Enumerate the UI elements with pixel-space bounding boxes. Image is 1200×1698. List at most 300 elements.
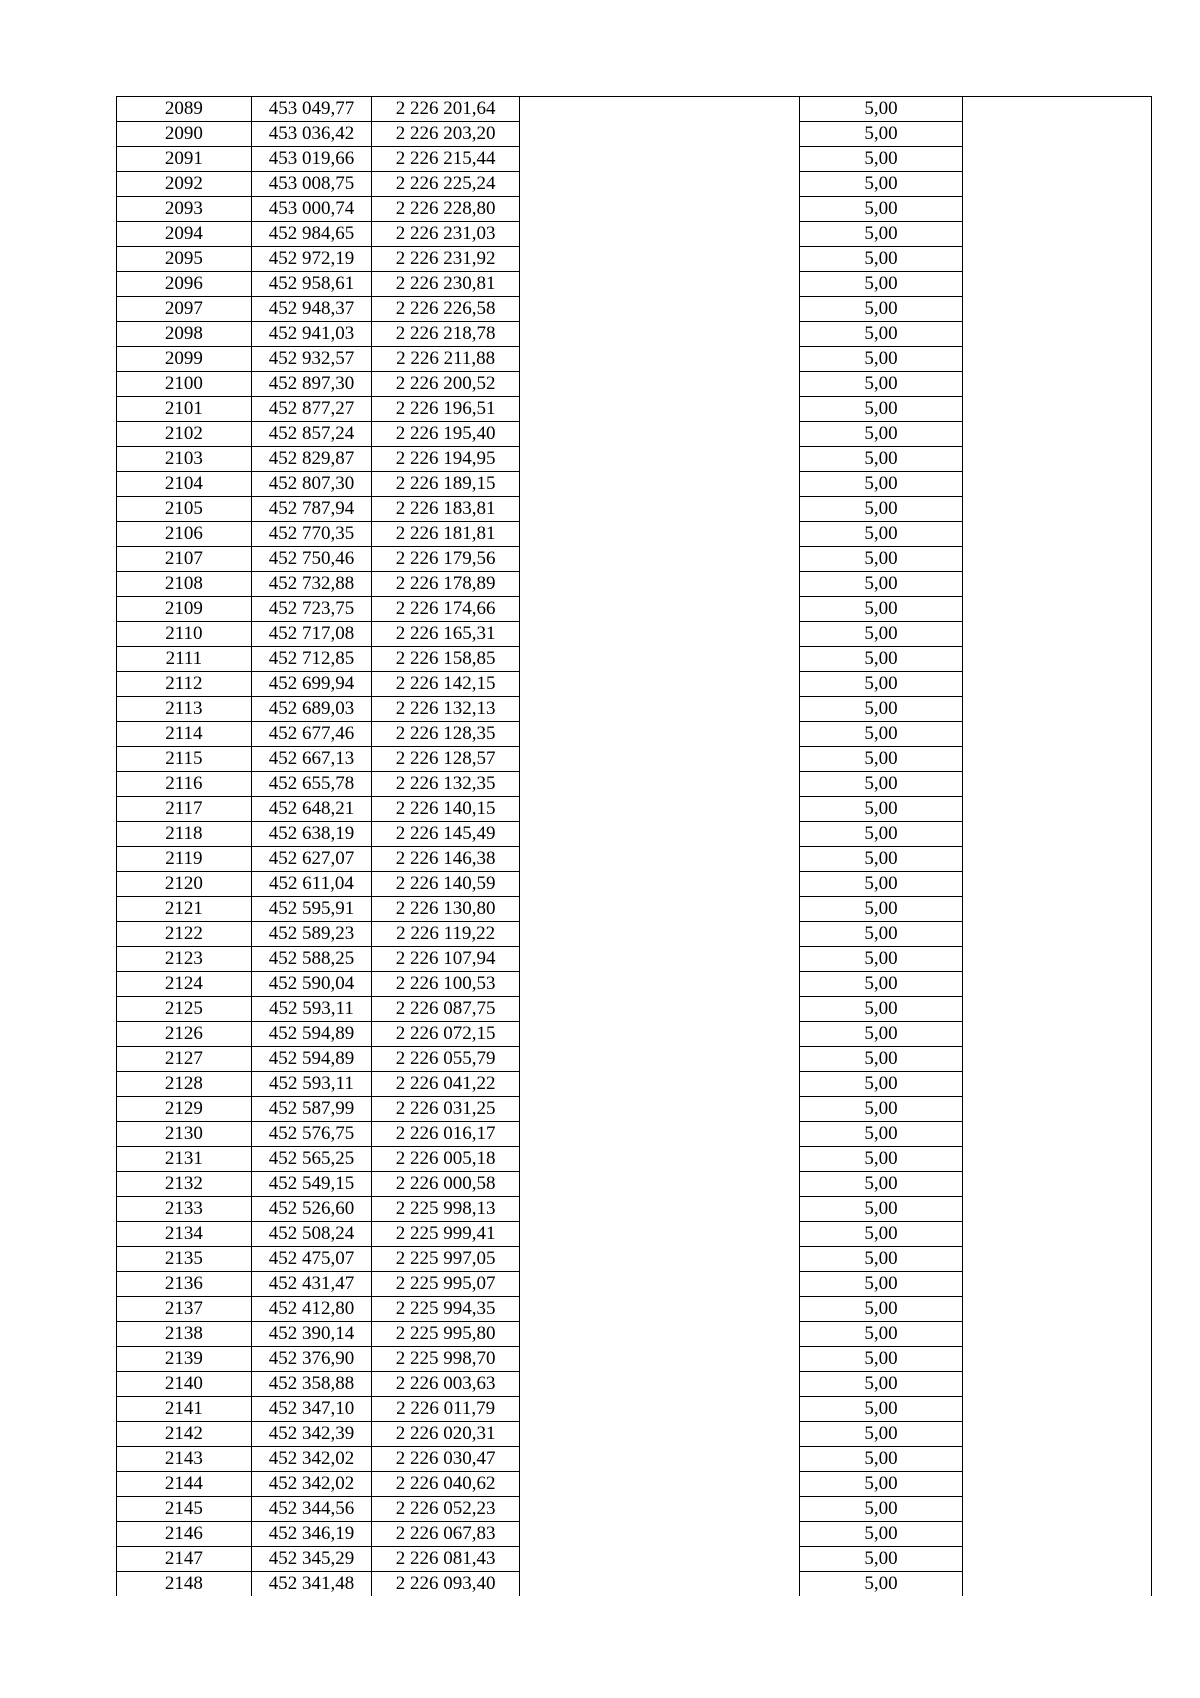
empty-cell [520,822,800,847]
empty-cell [520,422,800,447]
empty-cell [520,472,800,497]
value-cell: 5,00 [799,922,962,947]
empty-cell [520,222,800,247]
empty-cell [963,247,1152,272]
x-coordinate-cell: 452 932,57 [251,347,371,372]
y-coordinate-cell: 2 226 215,44 [372,147,520,172]
value-cell: 5,00 [799,1247,962,1272]
empty-cell [520,1572,800,1597]
empty-cell [520,522,800,547]
point-number-cell: 2136 [117,1272,252,1297]
empty-cell [963,972,1152,997]
point-number-cell: 2148 [117,1572,252,1597]
y-coordinate-cell: 2 226 072,15 [372,1022,520,1047]
y-coordinate-cell: 2 226 055,79 [372,1047,520,1072]
table-row [117,1422,1152,1447]
empty-cell [963,497,1152,522]
empty-cell [520,1472,800,1497]
table-row [117,1022,1152,1047]
value-cell: 5,00 [799,422,962,447]
empty-cell [963,1472,1152,1497]
x-coordinate-cell: 452 984,65 [251,222,371,247]
empty-cell [963,547,1152,572]
y-coordinate-cell: 2 226 130,80 [372,897,520,922]
value-cell: 5,00 [799,672,962,697]
empty-cell [963,297,1152,322]
x-coordinate-cell: 453 000,74 [251,197,371,222]
empty-cell [520,1172,800,1197]
table-row [117,1297,1152,1322]
empty-cell [963,997,1152,1022]
x-coordinate-cell: 452 508,24 [251,1222,371,1247]
empty-cell [963,922,1152,947]
value-cell: 5,00 [799,697,962,722]
x-coordinate-cell: 452 897,30 [251,372,371,397]
x-coordinate-cell: 452 677,46 [251,722,371,747]
x-coordinate-cell: 452 972,19 [251,247,371,272]
empty-cell [520,622,800,647]
empty-cell [520,897,800,922]
y-coordinate-cell: 2 225 998,13 [372,1197,520,1222]
empty-cell [520,1097,800,1122]
table-row [117,472,1152,497]
empty-cell [520,1447,800,1472]
empty-cell [963,1372,1152,1397]
x-coordinate-cell: 452 948,37 [251,297,371,322]
x-coordinate-cell: 452 431,47 [251,1272,371,1297]
y-coordinate-cell: 2 226 179,56 [372,547,520,572]
y-coordinate-cell: 2 226 067,83 [372,1522,520,1547]
empty-cell [520,247,800,272]
empty-cell [520,1272,800,1297]
point-number-cell: 2138 [117,1322,252,1347]
table-row [117,447,1152,472]
empty-cell [520,172,800,197]
empty-cell [520,272,800,297]
empty-cell [520,972,800,997]
table-row [117,172,1152,197]
empty-cell [963,222,1152,247]
empty-cell [520,197,800,222]
y-coordinate-cell: 2 226 052,23 [372,1497,520,1522]
table-row [117,147,1152,172]
x-coordinate-cell: 452 593,11 [251,1072,371,1097]
x-coordinate-cell: 452 807,30 [251,472,371,497]
table-row [117,1222,1152,1247]
table-row [117,1397,1152,1422]
table-row [117,747,1152,772]
y-coordinate-cell: 2 226 011,79 [372,1397,520,1422]
table-row [117,297,1152,322]
empty-cell [963,622,1152,647]
y-coordinate-cell: 2 226 140,59 [372,872,520,897]
empty-cell [520,1497,800,1522]
point-number-cell: 2131 [117,1147,252,1172]
empty-cell [520,1022,800,1047]
empty-cell [963,872,1152,897]
x-coordinate-cell: 453 019,66 [251,147,371,172]
empty-cell [520,122,800,147]
empty-cell [963,147,1152,172]
y-coordinate-cell: 2 226 031,25 [372,1097,520,1122]
table-row [117,522,1152,547]
empty-cell [520,547,800,572]
point-number-cell: 2144 [117,1472,252,1497]
table-row [117,1097,1152,1122]
empty-cell [520,397,800,422]
value-cell: 5,00 [799,1547,962,1572]
empty-cell [963,97,1152,122]
empty-cell [963,1297,1152,1322]
y-coordinate-cell: 2 226 183,81 [372,497,520,522]
y-coordinate-cell: 2 226 201,64 [372,97,520,122]
table-row [117,322,1152,347]
point-number-cell: 2095 [117,247,252,272]
empty-cell [520,1047,800,1072]
x-coordinate-cell: 452 341,48 [251,1572,371,1597]
y-coordinate-cell: 2 226 081,43 [372,1547,520,1572]
point-number-cell: 2122 [117,922,252,947]
value-cell: 5,00 [799,1572,962,1597]
value-cell: 5,00 [799,1022,962,1047]
y-coordinate-cell: 2 226 196,51 [372,397,520,422]
point-number-cell: 2102 [117,422,252,447]
point-number-cell: 2107 [117,547,252,572]
y-coordinate-cell: 2 226 140,15 [372,797,520,822]
table-row [117,1272,1152,1297]
y-coordinate-cell: 2 226 005,18 [372,1147,520,1172]
point-number-cell: 2093 [117,197,252,222]
y-coordinate-cell: 2 226 203,20 [372,122,520,147]
table-row [117,1147,1152,1172]
y-coordinate-cell: 2 226 128,35 [372,722,520,747]
empty-cell [520,147,800,172]
x-coordinate-cell: 452 787,94 [251,497,371,522]
table-row [117,972,1152,997]
empty-cell [963,1522,1152,1547]
point-number-cell: 2097 [117,297,252,322]
y-coordinate-cell: 2 226 226,58 [372,297,520,322]
x-coordinate-cell: 452 590,04 [251,972,371,997]
value-cell: 5,00 [799,647,962,672]
empty-cell [963,1572,1152,1597]
empty-cell [963,472,1152,497]
table-row [117,672,1152,697]
y-coordinate-cell: 2 226 041,22 [372,1072,520,1097]
x-coordinate-cell: 452 390,14 [251,1322,371,1347]
value-cell: 5,00 [799,872,962,897]
empty-cell [520,1522,800,1547]
point-number-cell: 2106 [117,522,252,547]
x-coordinate-cell: 452 958,61 [251,272,371,297]
y-coordinate-cell: 2 225 995,80 [372,1322,520,1347]
x-coordinate-cell: 452 576,75 [251,1122,371,1147]
point-number-cell: 2094 [117,222,252,247]
empty-cell [963,1197,1152,1222]
x-coordinate-cell: 452 342,02 [251,1472,371,1497]
empty-cell [963,1322,1152,1347]
empty-cell [963,122,1152,147]
table-row [117,372,1152,397]
point-number-cell: 2111 [117,647,252,672]
x-coordinate-cell: 452 611,04 [251,872,371,897]
table-row [117,1472,1152,1497]
value-cell: 5,00 [799,947,962,972]
empty-cell [520,1422,800,1447]
y-coordinate-cell: 2 226 016,17 [372,1122,520,1147]
value-cell: 5,00 [799,1297,962,1322]
value-cell: 5,00 [799,1397,962,1422]
value-cell: 5,00 [799,547,962,572]
point-number-cell: 2090 [117,122,252,147]
table-row [117,1172,1152,1197]
table-row [117,547,1152,572]
point-number-cell: 2112 [117,672,252,697]
empty-cell [963,172,1152,197]
table-row [117,1247,1152,1272]
x-coordinate-cell: 452 627,07 [251,847,371,872]
empty-cell [963,597,1152,622]
empty-cell [520,1247,800,1272]
x-coordinate-cell: 452 342,02 [251,1447,371,1472]
empty-cell [520,372,800,397]
table-row [117,97,1152,122]
point-number-cell: 2101 [117,397,252,422]
empty-cell [963,847,1152,872]
table-row [117,947,1152,972]
empty-cell [963,1547,1152,1572]
y-coordinate-cell: 2 226 132,35 [372,772,520,797]
y-coordinate-cell: 2 226 200,52 [372,372,520,397]
table-row [117,572,1152,597]
empty-cell [520,872,800,897]
y-coordinate-cell: 2 226 107,94 [372,947,520,972]
table-row [117,397,1152,422]
value-cell: 5,00 [799,797,962,822]
table-row [117,647,1152,672]
y-coordinate-cell: 2 226 211,88 [372,347,520,372]
point-number-cell: 2098 [117,322,252,347]
point-number-cell: 2113 [117,697,252,722]
empty-cell [963,1147,1152,1172]
point-number-cell: 2125 [117,997,252,1022]
empty-cell [520,597,800,622]
y-coordinate-cell: 2 226 181,81 [372,522,520,547]
y-coordinate-cell: 2 226 231,03 [372,222,520,247]
y-coordinate-cell: 2 226 030,47 [372,1447,520,1472]
value-cell: 5,00 [799,1372,962,1397]
point-number-cell: 2096 [117,272,252,297]
empty-cell [963,522,1152,547]
empty-cell [963,1072,1152,1097]
empty-cell [963,1022,1152,1047]
x-coordinate-cell: 452 376,90 [251,1347,371,1372]
empty-cell [520,722,800,747]
x-coordinate-cell: 452 857,24 [251,422,371,447]
table-row [117,122,1152,147]
table-row [117,822,1152,847]
table-row [117,772,1152,797]
value-cell: 5,00 [799,122,962,147]
y-coordinate-cell: 2 226 000,58 [372,1172,520,1197]
table-row [117,622,1152,647]
empty-cell [963,1447,1152,1472]
x-coordinate-cell: 453 036,42 [251,122,371,147]
value-cell: 5,00 [799,172,962,197]
x-coordinate-cell: 452 941,03 [251,322,371,347]
empty-cell [963,772,1152,797]
point-number-cell: 2135 [117,1247,252,1272]
x-coordinate-cell: 452 732,88 [251,572,371,597]
empty-cell [520,922,800,947]
x-coordinate-cell: 452 412,80 [251,1297,371,1322]
point-number-cell: 2141 [117,1397,252,1422]
table-row [117,1547,1152,1572]
y-coordinate-cell: 2 226 195,40 [372,422,520,447]
empty-cell [963,1097,1152,1122]
empty-cell [520,347,800,372]
y-coordinate-cell: 2 226 158,85 [372,647,520,672]
x-coordinate-cell: 452 595,91 [251,897,371,922]
x-coordinate-cell: 453 008,75 [251,172,371,197]
table-row [117,1072,1152,1097]
value-cell: 5,00 [799,447,962,472]
table-row [117,697,1152,722]
value-cell: 5,00 [799,197,962,222]
table-row [117,997,1152,1022]
empty-cell [520,1547,800,1572]
point-number-cell: 2133 [117,1197,252,1222]
value-cell: 5,00 [799,1522,962,1547]
point-number-cell: 2115 [117,747,252,772]
coordinates-table-body [117,97,1152,1597]
point-number-cell: 2137 [117,1297,252,1322]
value-cell: 5,00 [799,1097,962,1122]
empty-cell [520,497,800,522]
table-row [117,1322,1152,1347]
empty-cell [520,647,800,672]
y-coordinate-cell: 2 226 093,40 [372,1572,520,1597]
x-coordinate-cell: 452 344,56 [251,1497,371,1522]
table-row [117,722,1152,747]
point-number-cell: 2089 [117,97,252,122]
value-cell: 5,00 [799,1472,962,1497]
value-cell: 5,00 [799,772,962,797]
empty-cell [963,1497,1152,1522]
y-coordinate-cell: 2 226 165,31 [372,622,520,647]
empty-cell [520,447,800,472]
value-cell: 5,00 [799,1422,962,1447]
value-cell: 5,00 [799,397,962,422]
y-coordinate-cell: 2 226 228,80 [372,197,520,222]
empty-cell [520,1397,800,1422]
y-coordinate-cell: 2 225 995,07 [372,1272,520,1297]
y-coordinate-cell: 2 226 218,78 [372,322,520,347]
y-coordinate-cell: 2 225 994,35 [372,1297,520,1322]
y-coordinate-cell: 2 225 998,70 [372,1347,520,1372]
empty-cell [963,1347,1152,1372]
empty-cell [963,1122,1152,1147]
x-coordinate-cell: 452 712,85 [251,647,371,672]
point-number-cell: 2129 [117,1097,252,1122]
x-coordinate-cell: 452 717,08 [251,622,371,647]
empty-cell [963,1172,1152,1197]
point-number-cell: 2099 [117,347,252,372]
point-number-cell: 2126 [117,1022,252,1047]
table-row [117,597,1152,622]
table-row [117,1347,1152,1372]
x-coordinate-cell: 452 770,35 [251,522,371,547]
empty-cell [963,397,1152,422]
empty-cell [963,447,1152,472]
empty-cell [520,1072,800,1097]
empty-cell [963,722,1152,747]
empty-cell [963,697,1152,722]
empty-cell [963,272,1152,297]
x-coordinate-cell: 452 750,46 [251,547,371,572]
empty-cell [963,747,1152,772]
value-cell: 5,00 [799,972,962,997]
x-coordinate-cell: 452 589,23 [251,922,371,947]
point-number-cell: 2116 [117,772,252,797]
x-coordinate-cell: 452 594,89 [251,1022,371,1047]
y-coordinate-cell: 2 226 142,15 [372,672,520,697]
y-coordinate-cell: 2 226 132,13 [372,697,520,722]
empty-cell [963,372,1152,397]
empty-cell [963,647,1152,672]
empty-cell [520,997,800,1022]
x-coordinate-cell: 452 689,03 [251,697,371,722]
value-cell: 5,00 [799,1272,962,1297]
table-row [117,497,1152,522]
table-row [117,897,1152,922]
value-cell: 5,00 [799,147,962,172]
value-cell: 5,00 [799,822,962,847]
empty-cell [963,1247,1152,1272]
empty-cell [963,1397,1152,1422]
value-cell: 5,00 [799,1322,962,1347]
x-coordinate-cell: 452 667,13 [251,747,371,772]
value-cell: 5,00 [799,1172,962,1197]
y-coordinate-cell: 2 225 997,05 [372,1247,520,1272]
y-coordinate-cell: 2 226 128,57 [372,747,520,772]
value-cell: 5,00 [799,1447,962,1472]
value-cell: 5,00 [799,1147,962,1172]
table-row [117,1497,1152,1522]
x-coordinate-cell: 452 655,78 [251,772,371,797]
point-number-cell: 2109 [117,597,252,622]
table-row [117,197,1152,222]
value-cell: 5,00 [799,297,962,322]
point-number-cell: 2104 [117,472,252,497]
empty-cell [520,947,800,972]
value-cell: 5,00 [799,897,962,922]
value-cell: 5,00 [799,722,962,747]
point-number-cell: 2092 [117,172,252,197]
table-row [117,1447,1152,1472]
point-number-cell: 2117 [117,797,252,822]
table-row [117,1122,1152,1147]
value-cell: 5,00 [799,1222,962,1247]
point-number-cell: 2127 [117,1047,252,1072]
empty-cell [520,322,800,347]
x-coordinate-cell: 452 723,75 [251,597,371,622]
y-coordinate-cell: 2 226 087,75 [372,997,520,1022]
x-coordinate-cell: 452 475,07 [251,1247,371,1272]
value-cell: 5,00 [799,847,962,872]
y-coordinate-cell: 2 226 174,66 [372,597,520,622]
y-coordinate-cell: 2 226 040,62 [372,1472,520,1497]
